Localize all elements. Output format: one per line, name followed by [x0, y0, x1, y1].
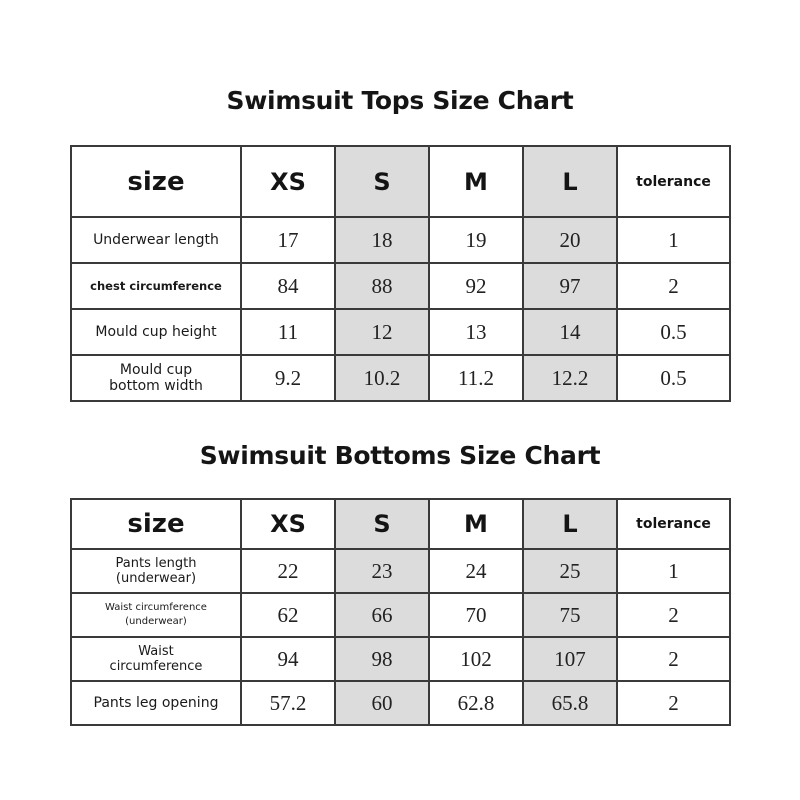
- row-label: Underwear length: [71, 217, 241, 263]
- cell-m: 102: [429, 637, 523, 681]
- cell-tolerance: 2: [617, 637, 730, 681]
- row-label-line: (underwear): [115, 571, 197, 586]
- cell-xs: 57.2: [241, 681, 335, 725]
- cell-tolerance: 1: [617, 549, 730, 593]
- cell-s: 60: [335, 681, 429, 725]
- table-row: [71, 637, 730, 681]
- size-s-header: S: [335, 146, 429, 217]
- cell-m: 92: [429, 263, 523, 309]
- cell-s: 88: [335, 263, 429, 309]
- cell-s: 10.2: [335, 355, 429, 401]
- tops-chart-title: Swimsuit Tops Size Chart: [226, 86, 574, 115]
- size-header: size: [71, 499, 241, 549]
- cell-l: 12.2: [523, 355, 617, 401]
- cell-l: 97: [523, 263, 617, 309]
- cell-m: 70: [429, 593, 523, 637]
- cell-xs: 11: [241, 309, 335, 355]
- cell-l: 14: [523, 309, 617, 355]
- size-xs-header: XS: [241, 499, 335, 549]
- table-row: [71, 309, 730, 355]
- cell-l: 25: [523, 549, 617, 593]
- table-row: [71, 549, 730, 593]
- size-l-header: L: [523, 146, 617, 217]
- cell-xs: 17: [241, 217, 335, 263]
- bottoms-chart-title: Swimsuit Bottoms Size Chart: [199, 441, 601, 470]
- cell-tolerance: 0.5: [617, 355, 730, 401]
- row-label: chest circumference: [71, 263, 241, 309]
- cell-tolerance: 1: [617, 217, 730, 263]
- cell-m: 24: [429, 549, 523, 593]
- table-row: [71, 263, 730, 309]
- cell-s: 66: [335, 593, 429, 637]
- row-label: [71, 355, 241, 401]
- row-label: [71, 549, 241, 593]
- row-label: Mould cup height: [71, 309, 241, 355]
- cell-tolerance: 0.5: [617, 309, 730, 355]
- tolerance-header: tolerance: [617, 499, 730, 549]
- cell-xs: 94: [241, 637, 335, 681]
- size-l-header: L: [523, 499, 617, 549]
- cell-s: 18: [335, 217, 429, 263]
- cell-xs: 84: [241, 263, 335, 309]
- cell-xs: 62: [241, 593, 335, 637]
- cell-m: 19: [429, 217, 523, 263]
- row-label-line: Mould cup: [119, 362, 193, 378]
- bottoms-size-table: [70, 498, 731, 726]
- tolerance-header: tolerance: [617, 146, 730, 217]
- row-label-line: bottom width: [109, 378, 203, 394]
- cell-s: 98: [335, 637, 429, 681]
- row-label-line: (underwear): [125, 616, 187, 627]
- size-header: size: [71, 146, 241, 217]
- table-row: [71, 355, 730, 401]
- row-label-line: Pants length: [115, 556, 197, 571]
- row-label-line: Waist circumference: [105, 602, 207, 613]
- cell-xs: 9.2: [241, 355, 335, 401]
- row-label: [71, 593, 241, 637]
- row-label-line: circumference: [109, 659, 203, 674]
- table-row: [71, 217, 730, 263]
- cell-tolerance: 2: [617, 263, 730, 309]
- size-m-header: M: [429, 146, 523, 217]
- table-header-row: [71, 146, 730, 217]
- cell-l: 20: [523, 217, 617, 263]
- table-header-row: [71, 499, 730, 549]
- table-row: [71, 681, 730, 725]
- cell-s: 12: [335, 309, 429, 355]
- cell-m: 13: [429, 309, 523, 355]
- row-label: [71, 637, 241, 681]
- tops-size-table: [70, 145, 731, 402]
- cell-m: 11.2: [429, 355, 523, 401]
- cell-tolerance: 2: [617, 593, 730, 637]
- size-xs-header: XS: [241, 146, 335, 217]
- cell-m: 62.8: [429, 681, 523, 725]
- table-row: [71, 593, 730, 637]
- cell-s: 23: [335, 549, 429, 593]
- cell-l: 107: [523, 637, 617, 681]
- row-label: Pants leg opening: [71, 681, 241, 725]
- size-m-header: M: [429, 499, 523, 549]
- size-s-header: S: [335, 499, 429, 549]
- row-label-line: Waist: [138, 644, 174, 659]
- cell-l: 75: [523, 593, 617, 637]
- cell-tolerance: 2: [617, 681, 730, 725]
- cell-xs: 22: [241, 549, 335, 593]
- cell-l: 65.8: [523, 681, 617, 725]
